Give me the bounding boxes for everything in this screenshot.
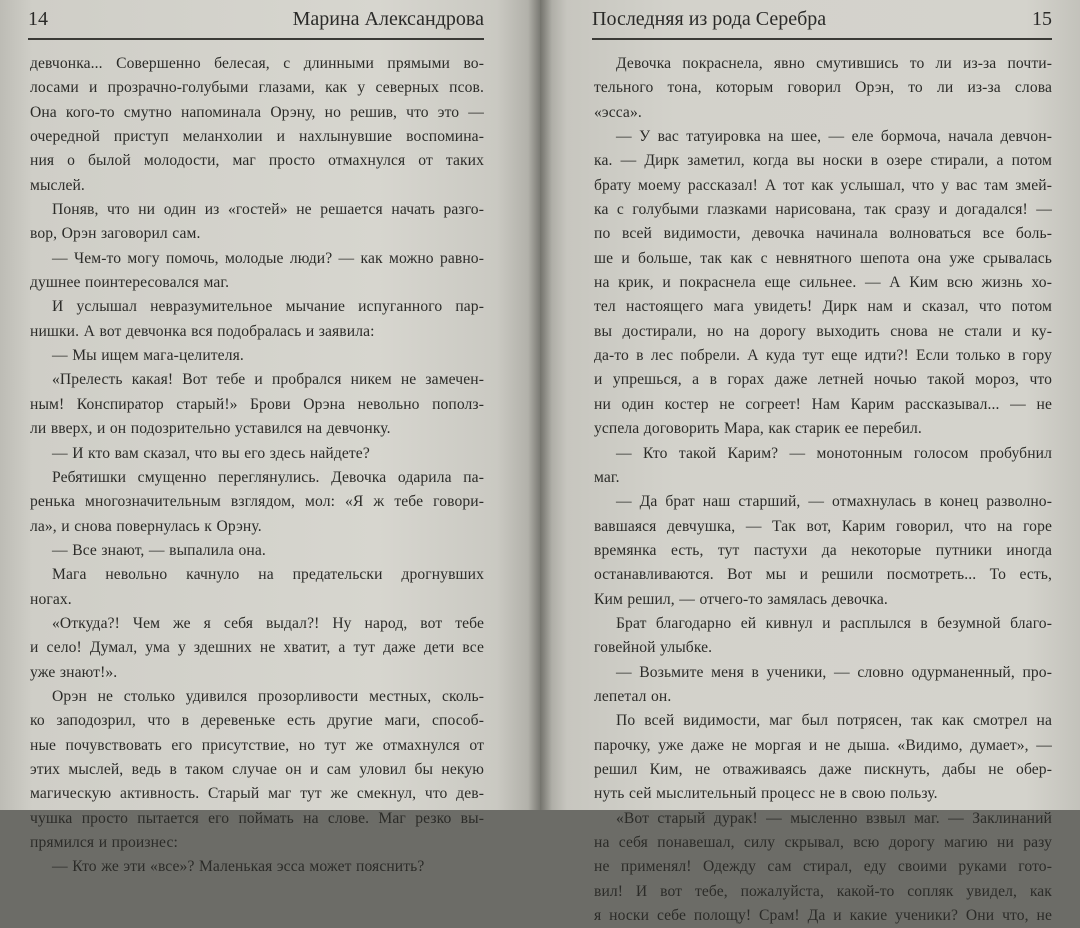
text-line: «Прелесть какая! Вот тебе и пробрался никем не замечен- xyxy=(52,371,484,389)
text-line: чушка просто пытается его поймать на слове. Маг резко вы- xyxy=(30,809,484,827)
text-line: решил Ким, не отваживаясь даже пискнуть, дабы не обер- xyxy=(594,760,1052,778)
text-line: нуть сей мыслительный процесс не в свою пользу. xyxy=(594,785,938,803)
right-page-header xyxy=(592,8,1052,34)
text-line: ка с голубыми глазками нарисована, так сразу и догадался! — xyxy=(594,201,1052,219)
header-rule xyxy=(592,38,1052,40)
text-line: «Откуда?! Чем же я себя выдал?! Ну народ, вот тебе xyxy=(52,614,484,632)
text-line: вор, Орэн заговорил сам. xyxy=(30,225,201,243)
text-line: — Все знают, — выпалила она. xyxy=(52,541,266,559)
text-line: мыслей. xyxy=(30,176,85,194)
text-line: и село! Думал, ума у здешних не хватит, а тут даже дети все xyxy=(30,639,484,657)
text-line: маг. xyxy=(594,468,620,486)
text-line: тел настоящего мага увидеть! Дирк нам и сказал, что потом xyxy=(594,298,1052,316)
text-line: да-то в лес побрели. А куда тут еще идти?! Если только в гору xyxy=(594,347,1052,365)
text-line: девчонка... Совершенно белесая, с длинными прямыми во- xyxy=(30,55,484,72)
text-line: успела договорить Мара, как старик ее перебил. xyxy=(594,420,922,438)
text-line: тельного тона, которым говорил Орэн, то ли из-за слова xyxy=(594,79,1052,97)
text-line: ли вверх, и он подозрительно уставился на девчонку. xyxy=(30,420,391,438)
text-line: вил! И вот тебе, пожалуйста, какой-то сопляк увидел, как xyxy=(594,882,1052,900)
text-line: Поняв, что ни один из «гостей» не решается начать разго- xyxy=(52,201,484,219)
text-line: — Мы ищем мага-целителя. xyxy=(52,347,244,365)
left-page-header xyxy=(28,8,484,34)
text-line: Она кого-то смутно напоминала Орэну, но решив, что это — xyxy=(30,103,484,121)
right-page-body xyxy=(594,52,1052,928)
left-page-body xyxy=(30,52,484,880)
text-line: лосами и прозрачно-голубыми глазами, как у северных псов. xyxy=(30,79,484,97)
running-head-title: Последняя из рода Серебра xyxy=(592,8,827,30)
text-line: и упрешься, а в горах даже летней ночью такой мороз, что xyxy=(594,371,1052,389)
text-line: прямился и произнес: xyxy=(30,834,178,851)
text-line: говейной улыбке. xyxy=(594,639,713,657)
left-page xyxy=(0,0,540,876)
page-number: 14 xyxy=(28,8,48,30)
text-line: магическую активность. Старый маг тут же смекнул, что дев- xyxy=(30,785,484,803)
text-line: этих мыслей, ведь в таком случае он и сам уловил бы некую xyxy=(30,760,484,778)
text-line: Ребятишки смущенно переглянулись. Девочка одарила па- xyxy=(52,468,484,486)
text-line: — Да брат наш старший, — отмахнулась в конец разволно- xyxy=(616,493,1052,511)
text-line: брату моему рассказал! А тот как услышал, что у вас там змей- xyxy=(594,176,1052,194)
text-line: на крик, и покраснела еще сильнее. — А Ким всю жизнь хо- xyxy=(594,274,1052,292)
text-line: Брат благодарно ей кивнул и расплылся в безумной благо- xyxy=(616,614,1052,632)
running-head-author: Марина Александрова xyxy=(292,8,484,30)
text-line: — Чем-то могу помочь, молодые люди? — как можно равно- xyxy=(52,249,484,267)
text-line: лепетал он. xyxy=(594,687,672,705)
text-line: ла», и снова повернулась к Орэну. xyxy=(30,517,262,535)
text-line: ка. — Дирк заметил, когда вы носки в озере стирали, а потом xyxy=(594,152,1052,170)
text-line: И услышал невразумительное мычание испуганного пар- xyxy=(52,298,484,316)
text-line: По всей видимости, маг был потрясен, так как смотрел на xyxy=(616,712,1052,730)
text-line: ко заподозрил, что в деревеньке есть другие маги, способ- xyxy=(30,712,484,730)
text-line: ные почувствовать его присутствие, но тут же отмахнулся от xyxy=(30,736,484,754)
text-line: вавшаяся девчушка, — Так вот, Карим говорил, что на горе xyxy=(594,517,1052,535)
text-line: — Возьмите меня в ученики, — словно одурманенный, про- xyxy=(616,663,1052,681)
right-page xyxy=(540,0,1080,925)
text-line: ния о былой молодости, маг просто отмахнулся от таких xyxy=(30,152,484,170)
text-line: — Кто же эти «все»? Маленькая эсса может пояснить? xyxy=(52,858,425,876)
text-line: «эсса». xyxy=(594,103,642,121)
text-line: времянка есть, тут пастухи да некоторые путники иногда xyxy=(594,541,1052,559)
text-line: ше и больше, так как с невнятного шепота она уже срывалась xyxy=(594,249,1052,267)
text-line: на себя понавешал, силу скрывал, всю дорогу магию ни разу xyxy=(594,834,1052,851)
text-line: ным! Конспиратор старый!» Брови Орэна невольно пополз- xyxy=(30,395,484,413)
text-line: уже знают!». xyxy=(30,663,118,681)
book-gutter xyxy=(528,0,552,810)
text-line: очередной приступ меланхолии и нахлынувшие воспомина- xyxy=(30,128,484,146)
text-line: нишки. А вот девчонка вся подобралась и заявила: xyxy=(30,322,375,340)
text-line: я носки себе полощу! Срам! Да и какие ученики? Они что, не xyxy=(594,907,1052,925)
text-line: — У вас татуировка на шее, — еле бормоча, начала девчон- xyxy=(616,128,1052,146)
text-line: парочку, уже даже не моргая и не дыша. «Видимо, думает», — xyxy=(594,736,1052,754)
text-line: ногах. xyxy=(30,590,72,608)
text-line: по всей видимости, девочка начинала волноваться все боль- xyxy=(594,225,1052,243)
text-line: вы достирали, но на дорогу выходить снова не стали и ку- xyxy=(594,322,1052,340)
text-line: ренька многозначительным взглядом, мол: «Я ж тебе говори- xyxy=(30,493,484,511)
text-line: не применял! Одежду сам стирал, еду своими руками гото- xyxy=(594,858,1052,876)
text-line: Ким решил, — отчего-то замялась девочка. xyxy=(594,590,888,608)
text-line: Девочка покраснела, явно смутившись то ли из-за почти- xyxy=(616,55,1052,72)
text-line: — И кто вам сказал, что вы его здесь найдете? xyxy=(52,444,370,462)
text-line: Мага невольно качнуло на предательски дрогнувших xyxy=(52,566,484,584)
text-line: Орэн не столько удивился прозорливости местных, сколь- xyxy=(52,687,484,705)
page-number: 15 xyxy=(1032,8,1052,30)
text-line: — Кто такой Карим? — монотонным голосом пробубнил xyxy=(616,444,1052,462)
text-line: ни один костер не согреет! Нам Карим рассказывал... — не xyxy=(594,395,1052,413)
header-rule xyxy=(28,38,484,40)
text-line: «Вот старый дурак! — мысленно взвыл маг. — Заклинаний xyxy=(616,809,1052,827)
text-line: останавливаются. Вот мы и решили посмотреть... То есть, xyxy=(594,566,1052,584)
text-line: душнее поинтересовался маг. xyxy=(30,274,230,292)
